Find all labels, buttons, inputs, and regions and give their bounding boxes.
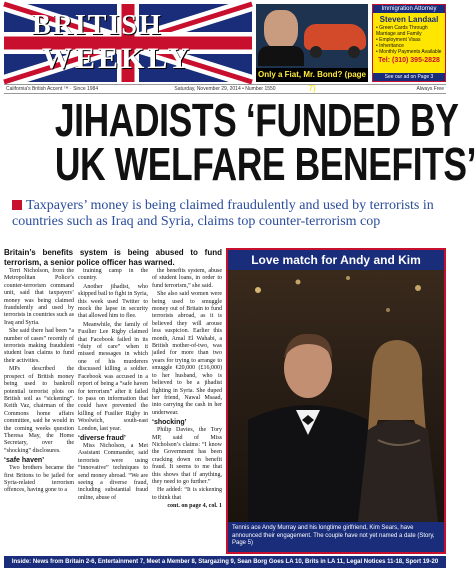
paragraph: Two brothers became the first Britons to be jailed for Syria-related terrorism offences, having gone to a <box>4 465 74 494</box>
attorney-name: Steven Landaal <box>379 15 439 24</box>
crosshead: ‘diverse fraud’ <box>78 434 126 442</box>
attorney-service-item: • Inheritance <box>376 43 404 49</box>
paragraph: Meanwhile, the family of Fusilier Lee Rigby claimed that Facebook failed in its “duty of care” when it missed messages in which one of his murderers discussed killing a soldier. Facebook was accused in a report of being a “safe haven for terrorism” after it failed to pass on information that could have prevented the killing of Fusilier Rigby in Woolwich, south-east London, last year. <box>78 321 148 432</box>
british-weekly-logo[interactable] <box>4 4 252 82</box>
paragraph: She also said women were being used to smuggle money out of Britain to fund terrorists abroad, as it is believed they will arouse less suspicion. Earlier this month, Amal El Wahabi, a British mother-of-two, was jailed for more than two years for trying to arrange to smuggle €20,000 (£16,000) to her husband, who is believed to be a jihadist fighting in Syria. She duped her friend, Nawal Msaad, into carrying the cash in her underwear. <box>152 291 222 416</box>
engagement-photo <box>228 270 444 522</box>
couple-illustration <box>228 270 444 522</box>
paragraph: MPs described the prospect of British money being used to bankroll potential terrorist plots on British soil as “sickening”. Keith Vaz, chairman of the Commons home affairs committee, said he would in the coming weeks question Theresa May, the Home Secretary, over the “shocking” disclosures. <box>4 366 74 454</box>
photo-feature[interactable] <box>226 248 446 554</box>
crosshead: ‘safe haven’ <box>4 457 45 465</box>
photo-caption: Tennis ace Andy Murray and his longtime girlfriend, Kim Sears, have announced their engagement. The couple have not yet named a date (Story, Page 5) <box>228 522 444 552</box>
paragraph: She said there had been “a number of cases” recently of terrorists making fraudulent student loan claims to fund their activities. <box>4 328 74 364</box>
attorney-see-ad: See our ad on Page 3 <box>373 73 445 81</box>
bullet-square-icon <box>12 200 22 210</box>
attorney-service-item: • Employment Visas <box>376 37 421 43</box>
tagline: California's British Accent ™ · Since 1984 <box>6 86 99 92</box>
article-lead: Britain’s benefits system is being abused to fund terrorism, a senior police officer has warned. <box>4 248 222 267</box>
subheadline-text: Taxpayers’ money is being claimed fraudulently and used by terrorists in countries such as Iraq and Syria, claims top counter-terrorism cop <box>12 198 434 229</box>
attorney-service-item: • Green Cards Through Marriage and Family <box>376 25 428 37</box>
issue-info-bar <box>4 84 446 94</box>
logo-word-weekly: WEEKLY <box>42 42 193 75</box>
paragraph: Philip Davies, the Tory MP, said of Miss Nicholson’s claims: “I know the Government has been cracking down on benefit fraud. It seems to me that this shows that if anything, they need to go further.” <box>152 427 222 485</box>
main-headline[interactable] <box>54 94 476 190</box>
paragraph: Terri Nicholson, from the Metropolitan Police’s counter-terrorism command unit, said that taxpayers’ money was being claimed fraudulently and used by terrorists in countries such as Iraq and Syria. <box>4 268 74 326</box>
attorney-services <box>373 24 445 56</box>
attorney-ad[interactable] <box>372 4 446 82</box>
article-body <box>4 268 222 552</box>
crosshead: ‘shocking’ <box>152 419 187 427</box>
car-wheel-front <box>310 46 322 58</box>
paragraph: Another jihadist, who skipped bail to fight in Syria, this week used Twitter to mock the lapse in security that allowed him to flee. <box>78 283 148 320</box>
article-column-1 <box>4 268 74 552</box>
attorney-service-item: • Monthly Payments Available <box>376 49 442 55</box>
bond-suit-image <box>258 46 304 66</box>
subheadline <box>12 198 442 230</box>
inside-index-bar[interactable]: Inside: News from Britain 2-6, Entertainment 7, Meet a Member 8, Stargazing 9, Sean Borg Goes LA 10, Brits in LA 11, Legal Notices 11-18, Sport 19-20 <box>4 556 446 568</box>
headline-line-1: JIHADISTS ‘FUNDED BY <box>54 94 459 146</box>
bond-promo[interactable] <box>256 4 368 93</box>
paragraph: Miss Nicholson, a Met Assistant Commander, said terrorists were using “innovative” techniques to send money abroad. “We are seeing a diverse fraud, including substantial fraud online, abuse of <box>78 442 148 501</box>
logo-word-british: BRITISH <box>32 10 163 41</box>
paragraph: the benefits system, abuse of student loans, in order to fund terrorism,” she said. <box>152 268 222 289</box>
article-column-3 <box>152 268 222 552</box>
article-column-2 <box>78 268 148 552</box>
bond-face-image <box>264 10 298 50</box>
bond-promo-caption: Only a Fiat, Mr. Bond? (page 7) <box>257 70 366 93</box>
issue-date: Saturday, November 29, 2014 • Number 1550 <box>174 86 276 92</box>
paragraph: He added: “It is sickening to think that <box>152 487 222 501</box>
price-label: Always Free <box>416 86 444 92</box>
attorney-phone: Tel: (310) 395-2828 <box>378 57 440 64</box>
paragraph: training camp in the country. <box>78 268 148 282</box>
photo-title: Love match for Andy and Kim <box>228 250 444 270</box>
car-wheel-rear <box>348 46 360 58</box>
headline-line-2: UK WELFARE BENEFITS’ <box>54 138 476 190</box>
continuation-link[interactable]: cont. on page 4, col. 1 <box>167 503 222 510</box>
attorney-ad-top: Immigration Attorney <box>373 5 445 13</box>
